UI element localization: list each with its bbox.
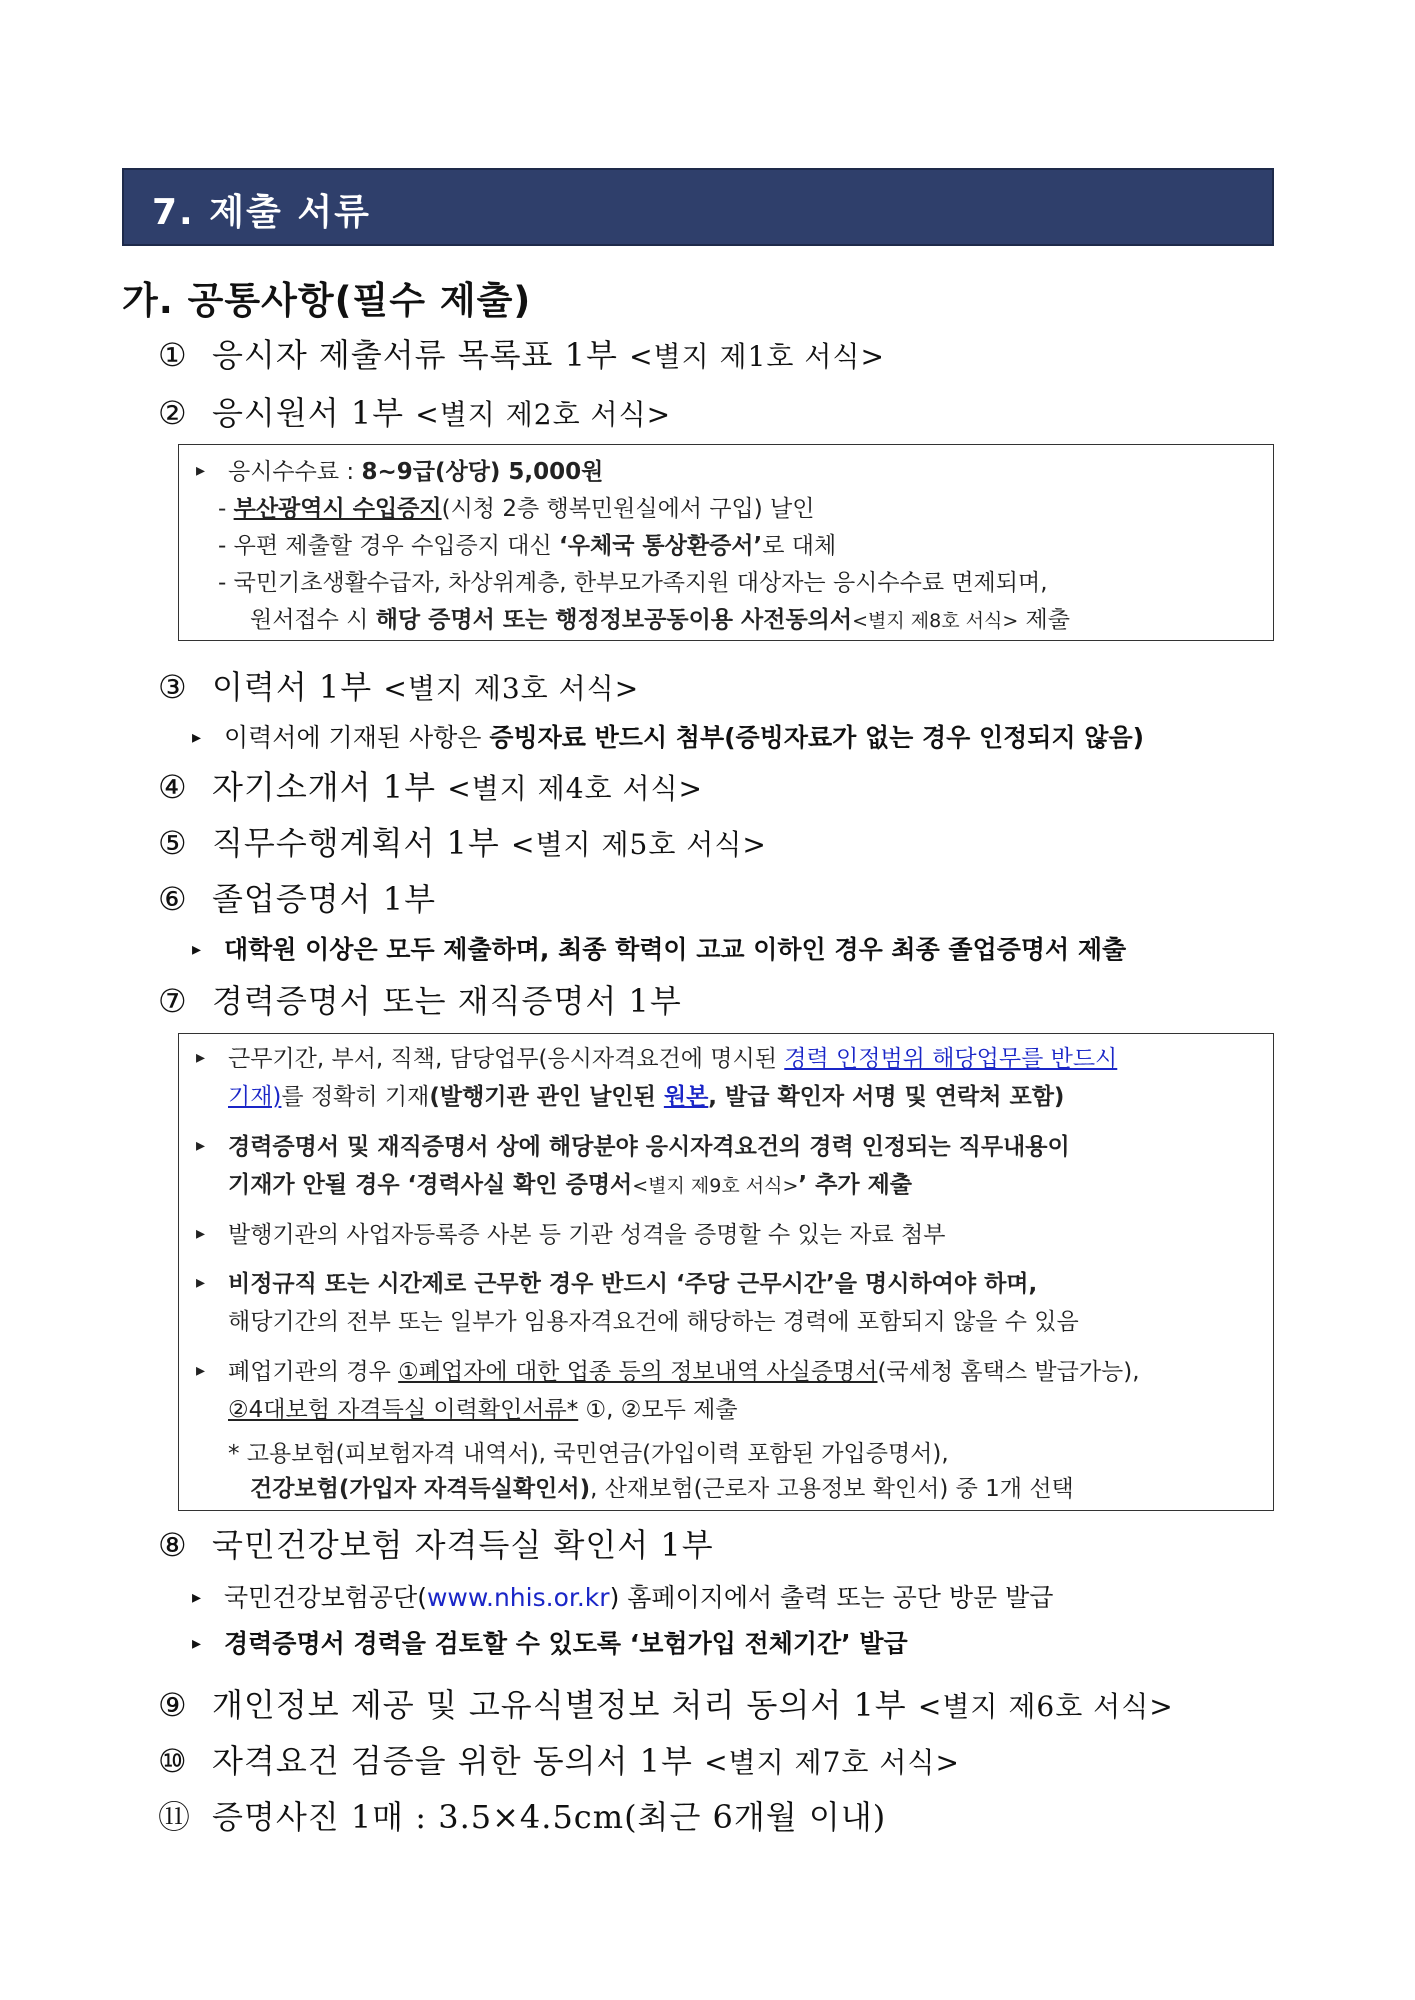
- career-text: 경력증명서 및 재직증명서 상에 해당분야 응시자격요건의 경력 인정되는 직무내용이: [228, 1134, 1070, 1160]
- bullet-icon: ▸: [196, 460, 206, 481]
- item-number: ⑪: [158, 1798, 192, 1836]
- career-text: , 산재보험(근로자 고용정보 확인서) 중 1개 선택: [590, 1476, 1074, 1502]
- career-line-5: [196, 1216, 945, 1249]
- postal-order-text: ‘우체국 통상환증서’: [559, 533, 763, 559]
- career-line-2: [228, 1078, 1064, 1111]
- note-text: 대학원 이상은 모두 제출하며, 최종 학력이 고교 이하인 경우 최종 졸업증명서 제출: [224, 935, 1127, 964]
- form-reference: <별지 제9호 서식>: [632, 1175, 799, 1197]
- original-text: 원본: [663, 1084, 709, 1110]
- fee-stamp-line: [218, 490, 815, 523]
- item-number: ⑥: [158, 880, 188, 918]
- career-scope-text: 경력 인정범위 해당업무를 반드시: [784, 1046, 1118, 1072]
- career-line-8: [196, 1353, 1140, 1386]
- form-reference: <별지 제8호 서식>: [852, 610, 1019, 632]
- career-text-end: ’ 추가 제출: [798, 1172, 913, 1198]
- career-line-7: [228, 1303, 1079, 1336]
- item-text: 자기소개서 1부: [212, 768, 437, 806]
- item-text: 자격요건 검증을 위한 동의서 1부: [212, 1742, 693, 1780]
- item-9: [158, 1680, 1174, 1726]
- fee-label: 응시수수료 :: [228, 459, 362, 485]
- item-text: 경력증명서 또는 재직증명서 1부: [212, 982, 682, 1020]
- career-text: 비정규직 또는 시간제로 근무한 경우 반드시 ‘주당 근무시간’을 명시하여야 하며,: [228, 1271, 1038, 1297]
- form-reference: <별지 제2호 서식>: [415, 398, 672, 431]
- revenue-stamp-text: 부산광역시 수입증지: [233, 496, 442, 522]
- career-line-10: [228, 1435, 949, 1468]
- fee-mail-line: [218, 527, 836, 560]
- item-number: ③: [158, 668, 188, 706]
- item-text: 응시자 제출서류 목록표 1부: [212, 336, 618, 374]
- item-number: ②: [158, 394, 188, 432]
- exemption-text-2: 원서접수 시: [250, 607, 376, 633]
- bullet-icon: ▸: [196, 1047, 206, 1068]
- career-line-1: [196, 1040, 1117, 1073]
- bullet-icon: ▸: [192, 727, 202, 748]
- note-text: 이력서에 기재된 사항은: [224, 723, 490, 752]
- form-reference: <별지 제5호 서식>: [511, 828, 767, 861]
- career-text: 근무기간, 부서, 직책, 담당업무(응시자격요건에 명시된: [228, 1046, 785, 1072]
- form-reference: <별지 제7호 서식>: [704, 1746, 960, 1779]
- consent-doc-text: 해당 증명서 또는 행정정보공동이용 사전동의서: [375, 607, 853, 633]
- fee-exemption-line: [218, 564, 1048, 597]
- career-text: 를 정확히 기재: [281, 1084, 430, 1110]
- submit-text: 제출: [1018, 607, 1070, 633]
- health-insurance-text: 건강보험(가입자 자격득실확인서): [250, 1476, 591, 1502]
- note-text-end: ) 홈페이지에서 출력 또는 공단 방문 발급: [609, 1583, 1054, 1612]
- career-emphasis-end: , 발급 확인자 서명 및 연락처 포함): [708, 1084, 1065, 1110]
- item-text: 개인정보 제공 및 고유식별정보 처리 동의서 1부: [212, 1686, 907, 1724]
- item-3-note: [192, 718, 1144, 754]
- item-number: ⑤: [158, 824, 188, 862]
- career-text: 폐업기관의 경우: [228, 1359, 399, 1385]
- form-reference: <별지 제6호 서식>: [917, 1690, 1174, 1723]
- note-text: 경력증명서 경력을 검토할 수 있도록 ‘보험가입 전체기간’ 발급: [224, 1629, 908, 1658]
- insurance-doc-text: ②4대보험 자격득실 이력확인서류*: [228, 1397, 579, 1423]
- career-line-6: [196, 1265, 1037, 1298]
- item-number: ⑩: [158, 1742, 188, 1780]
- career-text: 기재가 안될 경우 ‘경력사실 확인 증명서: [228, 1172, 633, 1198]
- item-3: [158, 662, 639, 708]
- item-8-note-1: [192, 1578, 1053, 1614]
- item-number: ⑦: [158, 982, 188, 1020]
- subsection-title: 가. 공통사항(필수 제출): [122, 279, 532, 322]
- career-text: 해당기간의 전부 또는 일부가 임용자격요건에 해당하는 경력에 포함되지 않을 수 있음: [228, 1309, 1079, 1335]
- bullet-icon: ▸: [192, 939, 202, 960]
- bullet-icon: ▸: [192, 1587, 202, 1608]
- note-text: 국민건강보험공단(: [224, 1583, 427, 1612]
- career-line-3: [196, 1128, 1070, 1161]
- fee-line: [196, 453, 603, 486]
- bullet-icon: ▸: [196, 1223, 206, 1244]
- item-text: 졸업증명서 1부: [212, 880, 437, 918]
- item-8: [158, 1520, 714, 1566]
- career-scope-text-end: 기재): [228, 1084, 282, 1110]
- item-2: [158, 388, 671, 434]
- mail-text-end: 로 대체: [762, 533, 837, 559]
- bullet-icon: ▸: [196, 1135, 206, 1156]
- dash: -: [218, 496, 227, 522]
- item-1: [158, 330, 885, 376]
- mail-text: 우편 제출할 경우 수입증지 대신: [233, 533, 560, 559]
- note-emphasis: 증빙자료 반드시 첨부(증빙자료가 없는 경우 인정되지 않음): [489, 723, 1145, 752]
- item-6: [158, 874, 436, 920]
- bullet-icon: ▸: [196, 1272, 206, 1293]
- career-text: * 고용보험(피보험자격 내역서), 국민연금(가입이력 포함된 가입증명서),: [228, 1441, 949, 1467]
- section-title: 7. 제출 서류: [152, 192, 371, 233]
- career-text: 발행기관의 사업자등록증 사본 등 기관 성격을 증명할 수 있는 자료 첨부: [228, 1222, 946, 1248]
- item-4: [158, 762, 703, 808]
- stamp-location-text: (시청 2층 행복민원실에서 구입) 날인: [441, 496, 815, 522]
- item-6-note: [192, 930, 1126, 966]
- item-10: [158, 1736, 960, 1782]
- item-5: [158, 818, 767, 864]
- item-text: 증명사진 1매 : 3.5×4.5cm(최근 6개월 이내): [212, 1798, 887, 1836]
- form-reference: <별지 제1호 서식>: [629, 340, 885, 373]
- fee-exemption-line-2: [250, 601, 1070, 634]
- form-reference: <별지 제3호 서식>: [383, 672, 640, 705]
- bullet-icon: ▸: [192, 1633, 202, 1654]
- item-text: 국민건강보험 자격득실 확인서 1부: [212, 1526, 714, 1564]
- bullet-icon: ▸: [196, 1360, 206, 1381]
- exemption-text: 국민기초생활수급자, 차상위계층, 한부모가족지원 대상자는 응시수수료 면제되며,: [233, 570, 1048, 596]
- career-text-end: (국세청 홈택스 발급가능),: [877, 1359, 1140, 1385]
- dash: -: [218, 570, 227, 596]
- item-11: [158, 1792, 886, 1838]
- career-line-4: [228, 1166, 912, 1199]
- nhis-link[interactable]: www.nhis.or.kr: [426, 1583, 610, 1612]
- item-text: 직무수행계획서 1부: [212, 824, 500, 862]
- career-line-9: [228, 1391, 738, 1424]
- career-text: ①, ②모두 제출: [578, 1397, 738, 1423]
- item-number: ⑨: [158, 1686, 188, 1724]
- career-emphasis: (발행기관 관인 날인된: [429, 1084, 664, 1110]
- dash: -: [218, 533, 227, 559]
- section-header: [122, 168, 1274, 246]
- item-text: 이력서 1부: [212, 668, 373, 706]
- closure-cert-text: ①폐업자에 대한 업종 등의 정보내역 사실증명서: [398, 1359, 878, 1385]
- item-number: ④: [158, 768, 188, 806]
- career-line-11: [250, 1470, 1074, 1503]
- fee-value: 8~9급(상당) 5,000원: [361, 459, 604, 485]
- item-number: ①: [158, 336, 188, 374]
- item-8-note-2: [192, 1624, 908, 1660]
- item-text: 응시원서 1부: [212, 394, 405, 432]
- item-number: ⑧: [158, 1526, 188, 1564]
- form-reference: <별지 제4호 서식>: [447, 772, 704, 805]
- item-7: [158, 976, 682, 1022]
